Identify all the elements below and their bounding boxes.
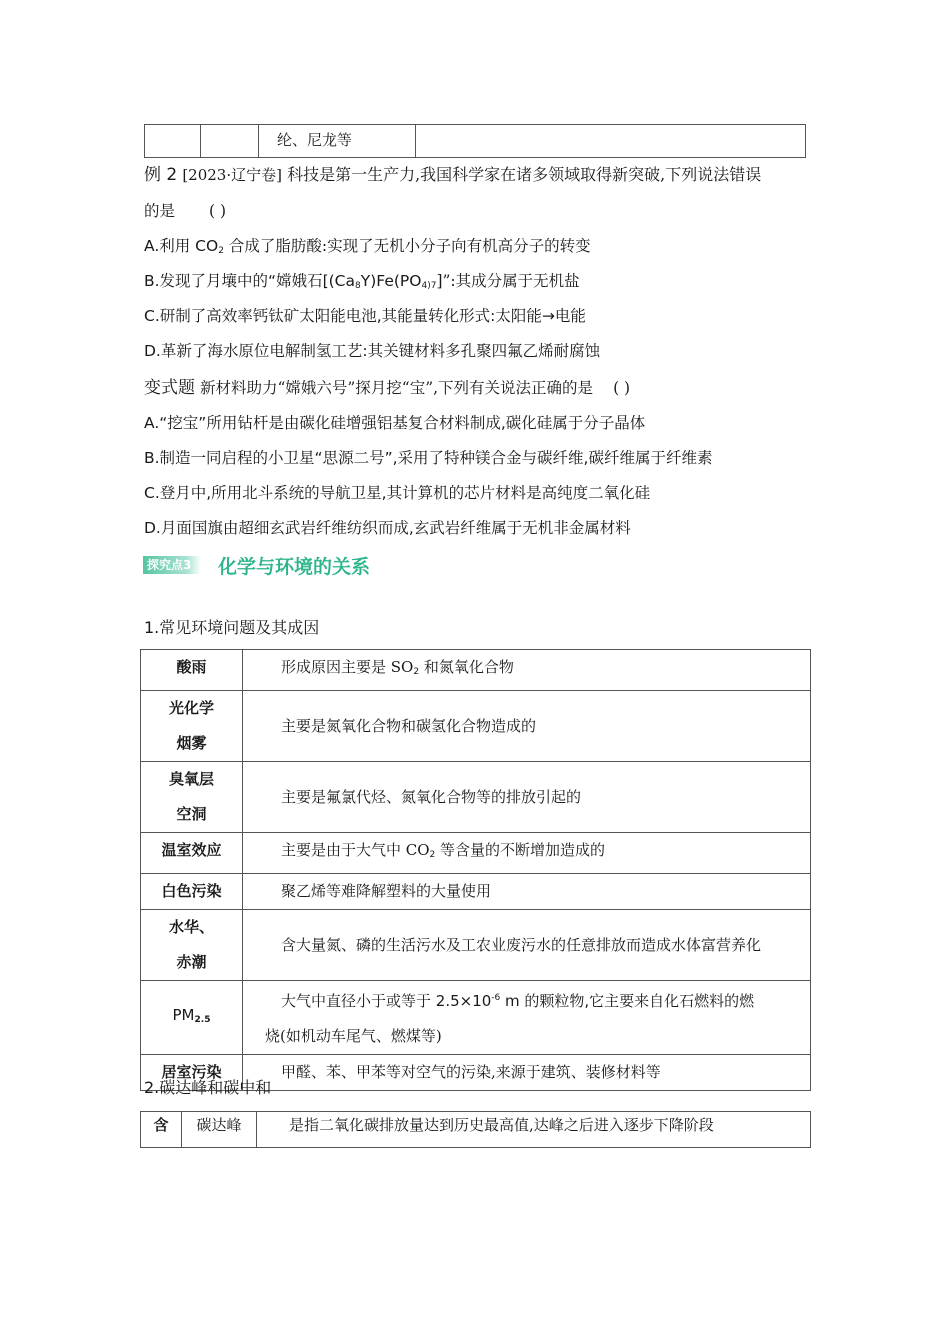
variant-option-b: B.制造一同启程的小卫星“思源二号”,采用了特种镁合金与碳纤维,碳纤维属于纤维素	[144, 449, 713, 467]
variant-stem: 变式题 新材料助力“嫦娥六号”探月挖“宝”,下列有关说法正确的是 ( )	[144, 378, 631, 398]
env-value: 聚乙烯等难降解塑料的大量使用	[243, 874, 811, 910]
carbon-cell-term: 碳达峰	[182, 1112, 257, 1148]
top-table-fragment	[144, 124, 806, 158]
example2-stem-line1: 例 2 [2023·辽宁卷] 科技是第一生产力,我国科学家在诸多领域取得新突破,下列说法错误	[144, 165, 762, 185]
env-value: 主要是氟氯代烃、氮氧化合物等的排放引起的	[243, 762, 811, 833]
example2-option-a: A.利用 $CO_2$ 合成了脂肪酸:实现了无机小分子向有机高分子的转变	[144, 237, 591, 256]
table-row	[141, 910, 811, 981]
env-value: 主要是由于大气中 $CO_2$ 等含量的不断增加造成的	[243, 833, 811, 874]
table-row	[141, 650, 811, 691]
example2-stem-line2: 的是 ( )	[144, 202, 227, 220]
env-key: 水华、 赤潮	[141, 910, 243, 981]
carbon-table	[140, 1111, 811, 1148]
carbon-heading: 2.碳达峰和碳中和	[144, 1078, 272, 1097]
env-key: 酸雨	[141, 650, 243, 691]
env-value: 大气中直径小于或等于 $2.5\times 10^{-6}$ m 的颗粒物,它主要来自化石燃料的燃 烧(如机动车尾气、燃煤等)	[243, 981, 811, 1055]
env-key: 居室污染	[141, 1055, 243, 1091]
table-row	[141, 874, 811, 910]
env-table	[140, 649, 811, 1091]
table-divider	[258, 125, 259, 157]
variant-option-c: C.登月中,所用北斗系统的导航卫星,其计算机的芯片材料是高纯度二氧化硅	[144, 484, 651, 502]
carbon-cell-definition: 是指二氧化碳排放量达到历史最高值,达峰之后进入逐步下降阶段	[257, 1112, 811, 1148]
carbon-cell-label: 含	[141, 1112, 182, 1148]
table-divider	[200, 125, 201, 157]
env-value: 形成原因主要是 $SO_2$ 和氮氧化合物	[243, 650, 811, 691]
env-value: 含大量氮、磷的生活污水及工农业废污水的任意排放而造成水体富营养化	[243, 910, 811, 981]
variant-option-a: A.“挖宝”所用钻杆是由碳化硅增强铝基复合材料制成,碳化硅属于分子晶体	[144, 414, 646, 432]
example2-option-b: B.发现了月壤中的“嫦娥石[$(Ca_8Y)Fe(PO_{4)7}]$”:其成分属于无机盐	[144, 272, 580, 291]
table-cell-text: 纶、尼龙等	[277, 131, 353, 149]
env-value: 主要是氮氧化合物和碳氢化合物造成的	[243, 691, 811, 762]
table-row	[141, 762, 811, 833]
table-row	[141, 981, 811, 1055]
table-row	[141, 833, 811, 874]
env-key: $PM_{2.5}$	[141, 981, 243, 1055]
table-row	[141, 1112, 811, 1148]
section-tag: 探究点3	[143, 556, 201, 574]
variant-option-d: D.月面国旗由超细玄武岩纤维纺织而成,玄武岩纤维属于无机非金属材料	[144, 519, 631, 537]
env-key: 臭氧层 空洞	[141, 762, 243, 833]
env-key: 白色污染	[141, 874, 243, 910]
env-key: 温室效应	[141, 833, 243, 874]
example2-option-d: D.革新了海水原位电解制氢工艺:其关键材料多孔聚四氟乙烯耐腐蚀	[144, 342, 601, 360]
section-title: 化学与环境的关系	[218, 556, 371, 578]
example2-option-c: C.研制了高效率钙钛矿太阳能电池,其能量转化形式:太阳能→电能	[144, 307, 586, 325]
env-key: 光化学 烟雾	[141, 691, 243, 762]
table-row	[141, 691, 811, 762]
env-heading: 1.常见环境问题及其成因	[144, 618, 320, 637]
table-divider	[415, 125, 416, 157]
env-value: 甲醛、苯、甲苯等对空气的污染,来源于建筑、装修材料等	[243, 1055, 811, 1091]
